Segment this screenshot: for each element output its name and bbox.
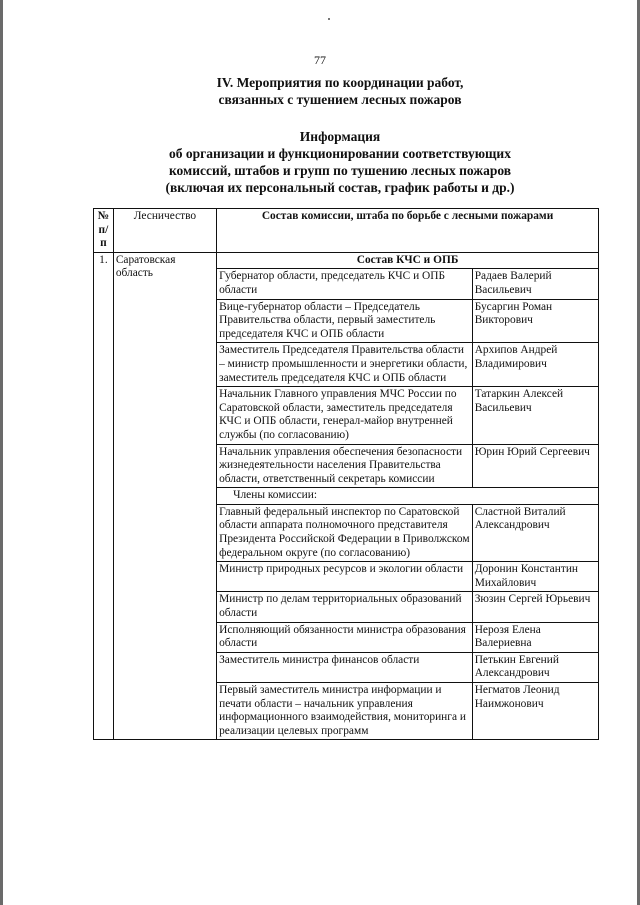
forestry-name: Саратовская область	[113, 252, 216, 740]
position-cell: Начальник управления обеспечения безопасности жизнедеятельности населения Правительства области, ответственный секретарь комиссии	[217, 444, 473, 488]
section-title	[0, 74, 640, 108]
info-title-line: (включая их персональный состав, график работы и др.)	[165, 180, 515, 195]
page-number: 77	[314, 53, 326, 67]
position-cell: Исполняющий обязанности министра образования области	[217, 622, 473, 652]
position-cell: Губернатор области, председатель КЧС и ОПБ области	[217, 269, 473, 299]
header-forestry: Лесничество	[113, 209, 216, 253]
info-title-line: комиссий, штабов и групп по тушению лесных пожаров	[168, 163, 512, 178]
person-name-cell: Юрин Юрий Сергеевич	[472, 444, 598, 488]
section-title-line: IV. Мероприятия по координации работ,	[216, 75, 464, 90]
info-title-line: об организации и функционировании соответствующих	[169, 146, 511, 161]
table-header-row	[94, 209, 599, 253]
person-name-cell: Негматов Леонид Наимжонович	[472, 683, 598, 740]
scan-speck	[328, 18, 330, 20]
person-name-cell: Бусаргин Роман Викторович	[472, 299, 598, 343]
person-name-cell: Нерозя Елена Валериевна	[472, 622, 598, 652]
person-name-cell: Архипов Андрей Владимирович	[472, 343, 598, 387]
position-cell: Заместитель министра финансов области	[217, 652, 473, 682]
section-title-line: связанных с тушением лесных пожаров	[218, 92, 462, 107]
position-cell: Вице-губернатор области – Председатель Правительства области, первый заместитель председателя КЧС и ОПБ области	[217, 299, 473, 343]
person-name-cell: Зюзин Сергей Юрьевич	[472, 592, 598, 622]
position-cell: Заместитель Председателя Правительства области – министр промышленности и энергетики области, заместитель председателя КЧС и ОПБ области	[217, 343, 473, 387]
position-cell: Министр природных ресурсов и экологии области	[217, 562, 473, 592]
position-cell: Главный федеральный инспектор по Саратовской области аппарата полномочного представителя Президента Российской Федерации в Приволжском федеральном округе (по согласованию)	[217, 504, 473, 561]
table-row	[94, 252, 599, 269]
header-composition: Состав комиссии, штаба по борьбе с лесными пожарами	[217, 209, 599, 253]
info-title-line: Информация	[299, 129, 381, 144]
row-number: 1.	[94, 252, 114, 740]
person-name-cell: Доронин Константин Михайлович	[472, 562, 598, 592]
person-name-cell: Сластной Виталий Александрович	[472, 504, 598, 561]
members-label: Члены комиссии:	[217, 488, 599, 505]
info-title	[0, 128, 640, 196]
position-cell: Начальник Главного управления МЧС России по Саратовской области, заместитель председателя КЧС и ОПБ области, генерал-майор внутренней службы (по согласованию)	[217, 387, 473, 444]
person-name-cell: Радаев Валерий Васильевич	[472, 269, 598, 299]
person-name-cell: Петькин Евгений Александрович	[472, 652, 598, 682]
position-cell: Первый заместитель министра информации и печати области – начальник управления информационного взаимодействия, мониторинга и реализации целевых программ	[217, 683, 473, 740]
subheader: Состав КЧС и ОПБ	[217, 252, 599, 269]
commission-table	[93, 208, 599, 740]
person-name-cell: Татаркин Алексей Васильевич	[472, 387, 598, 444]
header-num: № п/п	[94, 209, 114, 253]
position-cell: Министр по делам территориальных образований области	[217, 592, 473, 622]
